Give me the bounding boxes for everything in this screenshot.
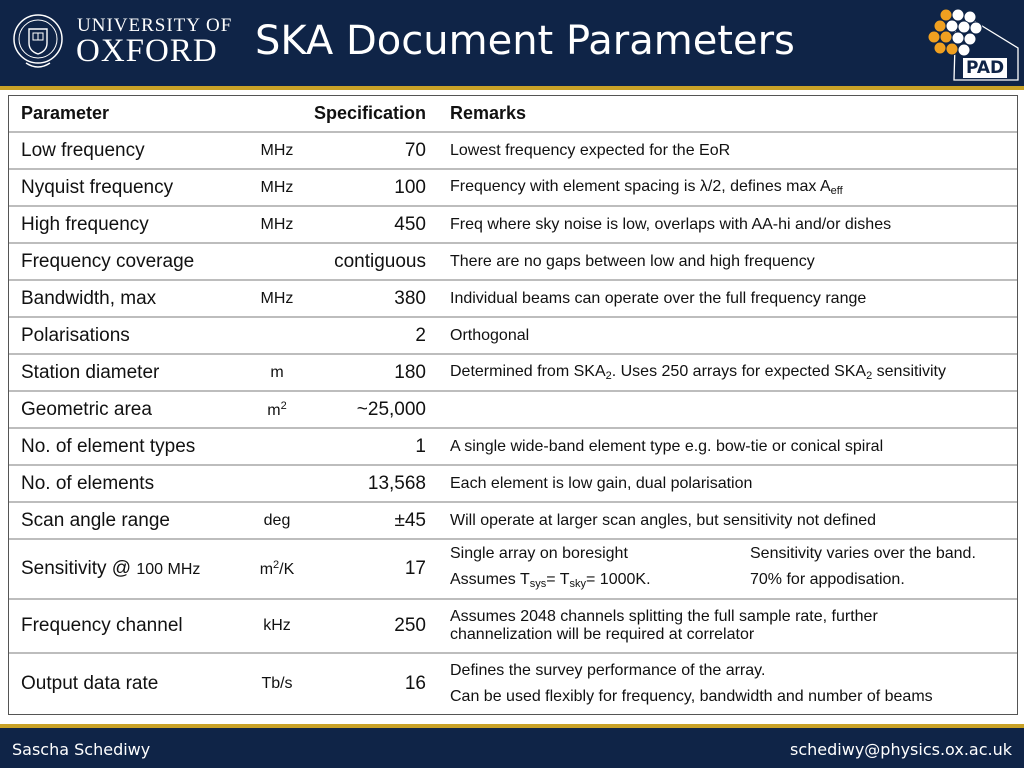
unit-base: m bbox=[267, 401, 281, 419]
parameter-frequency: 100 MHz bbox=[136, 561, 201, 578]
parameters-table-container bbox=[8, 95, 1018, 715]
row-value: 17 bbox=[404, 558, 426, 579]
row-parameter: Frequency coverage bbox=[21, 250, 195, 272]
remark-subscript: 2 bbox=[605, 370, 612, 382]
remark-text: = 1000K. bbox=[586, 571, 651, 588]
row-value: contiguous bbox=[334, 250, 426, 272]
oxford-crest-icon bbox=[12, 11, 64, 73]
unit-base: m bbox=[259, 561, 274, 578]
row-value: 180 bbox=[394, 361, 426, 383]
row-remark: There are no gaps between low and high frequency bbox=[450, 252, 815, 270]
row-remark bbox=[436, 653, 1017, 713]
remark-left: Single array on boresight bbox=[450, 545, 628, 562]
remark-text: . Uses 250 arrays for expected SKA bbox=[611, 363, 867, 380]
table-header-row bbox=[9, 96, 1017, 132]
unit-superscript: 2 bbox=[280, 399, 287, 412]
row-value: ±45 bbox=[394, 509, 426, 531]
remark-text: Determined from SKA bbox=[450, 363, 606, 380]
table-row bbox=[9, 599, 1017, 653]
row-parameter: No. of elements bbox=[21, 472, 155, 494]
row-unit bbox=[246, 317, 308, 354]
row-unit bbox=[246, 428, 308, 465]
row-parameter: Output data rate bbox=[21, 672, 159, 694]
table-row bbox=[9, 428, 1017, 465]
row-remark bbox=[436, 599, 1017, 653]
row-unit: Tb/s bbox=[261, 674, 293, 692]
oxford-label: OXFORD bbox=[76, 33, 218, 69]
row-unit: MHz bbox=[260, 289, 294, 307]
row-remark bbox=[436, 354, 1017, 391]
table-row bbox=[9, 206, 1017, 243]
row-parameter: Frequency channel bbox=[21, 615, 183, 636]
row-unit bbox=[246, 391, 308, 428]
row-unit: MHz bbox=[260, 141, 294, 159]
table-row bbox=[9, 280, 1017, 317]
row-parameter bbox=[9, 539, 246, 599]
row-value: 380 bbox=[394, 287, 426, 309]
remark-subscript: sky bbox=[569, 578, 587, 590]
remark-text: sensitivity bbox=[872, 363, 946, 380]
row-unit bbox=[246, 465, 308, 502]
table-row bbox=[9, 653, 1017, 713]
row-unit bbox=[246, 243, 308, 280]
remark-line bbox=[450, 567, 1017, 597]
table-row bbox=[9, 317, 1017, 354]
row-parameter: Station diameter bbox=[21, 361, 160, 383]
row-parameter: High frequency bbox=[21, 213, 149, 235]
remark-subscript: 2 bbox=[866, 370, 873, 382]
row-parameter: Geometric area bbox=[21, 398, 152, 420]
table-row bbox=[9, 132, 1017, 169]
pad-logo-label: PAD bbox=[963, 58, 1007, 78]
row-value: ~25,000 bbox=[356, 398, 426, 420]
row-unit: deg bbox=[263, 511, 291, 529]
row-value: 1 bbox=[415, 435, 426, 457]
row-parameter: Polarisations bbox=[21, 324, 130, 346]
row-value: 250 bbox=[394, 615, 426, 636]
remark-left bbox=[450, 567, 750, 597]
column-header-unit bbox=[246, 96, 308, 132]
row-remark: Orthogonal bbox=[450, 326, 530, 344]
row-value: 450 bbox=[394, 213, 426, 235]
row-remark bbox=[436, 539, 1017, 599]
row-value: 100 bbox=[394, 176, 426, 198]
row-parameter: No. of element types bbox=[21, 435, 196, 457]
row-unit: kHz bbox=[263, 617, 291, 634]
table-row bbox=[9, 354, 1017, 391]
row-parameter: Bandwidth, max bbox=[21, 287, 157, 309]
row-parameter: Scan angle range bbox=[21, 509, 170, 531]
row-remark bbox=[436, 169, 1017, 206]
column-header-parameter: Parameter bbox=[21, 103, 110, 123]
parameter-main: Sensitivity @ bbox=[21, 558, 137, 579]
row-remark: Freq where sky noise is low, overlaps with AA-hi and/or dishes bbox=[450, 215, 892, 233]
row-remark: Will operate at larger scan angles, but sensitivity not defined bbox=[450, 511, 877, 529]
row-unit: MHz bbox=[260, 178, 294, 196]
row-parameter: Nyquist frequency bbox=[21, 176, 174, 198]
remark-right: Sensitivity varies over the band. bbox=[750, 545, 976, 562]
table-row bbox=[9, 502, 1017, 539]
row-value: 70 bbox=[404, 139, 426, 161]
remark-line bbox=[450, 541, 1017, 567]
column-header-remarks: Remarks bbox=[450, 103, 527, 123]
table-row bbox=[9, 465, 1017, 502]
remark-line: Can be used flexibly for frequency, bandwidth and number of beams bbox=[450, 687, 933, 705]
table-row bbox=[9, 169, 1017, 206]
remark-line: Assumes 2048 channels splitting the full sample rate, further bbox=[450, 608, 878, 625]
row-unit: m bbox=[270, 363, 284, 381]
row-remark: Each element is low gain, dual polarisation bbox=[450, 474, 753, 492]
row-unit: MHz bbox=[260, 215, 294, 233]
remark-text: Assumes T bbox=[450, 571, 530, 588]
row-value: 16 bbox=[404, 672, 426, 694]
unit-tail: /K bbox=[279, 561, 295, 578]
page-title: SKA Document Parameters bbox=[255, 18, 795, 64]
row-unit bbox=[246, 539, 308, 599]
university-of-label: UNIVERSITY OF bbox=[77, 15, 233, 36]
remark-line: channelization will be required at correlator bbox=[450, 626, 755, 643]
row-remark: A single wide-band element type e.g. bow-tie or conical spiral bbox=[450, 437, 884, 455]
row-remark: Individual beams can operate over the full frequency range bbox=[450, 289, 867, 307]
row-value: 2 bbox=[415, 324, 426, 346]
header-gold-rule bbox=[0, 86, 1024, 90]
footer-author: Sascha Schediwy bbox=[12, 740, 151, 759]
row-remark bbox=[436, 391, 1017, 428]
unit-superscript: 2 bbox=[273, 559, 280, 571]
column-header-specification: Specification bbox=[313, 103, 426, 123]
footer-email: schediwy@physics.ox.ac.uk bbox=[790, 740, 1012, 759]
remark-right: 70% for appodisation. bbox=[750, 571, 905, 588]
remark-subscript: eff bbox=[830, 185, 843, 197]
row-remark: Lowest frequency expected for the EoR bbox=[450, 141, 731, 159]
table-row bbox=[9, 391, 1017, 428]
remark-subscript: sys bbox=[529, 578, 547, 590]
row-value: 13,568 bbox=[367, 472, 426, 494]
remark-text: Frequency with element spacing is λ/2, defines max A bbox=[450, 178, 831, 195]
remark-line: Defines the survey performance of the array. bbox=[450, 661, 766, 679]
parameters-table bbox=[9, 96, 1017, 713]
row-parameter: Low frequency bbox=[21, 139, 145, 161]
table-row bbox=[9, 539, 1017, 599]
remark-text: = T bbox=[546, 571, 570, 588]
table-row bbox=[9, 243, 1017, 280]
